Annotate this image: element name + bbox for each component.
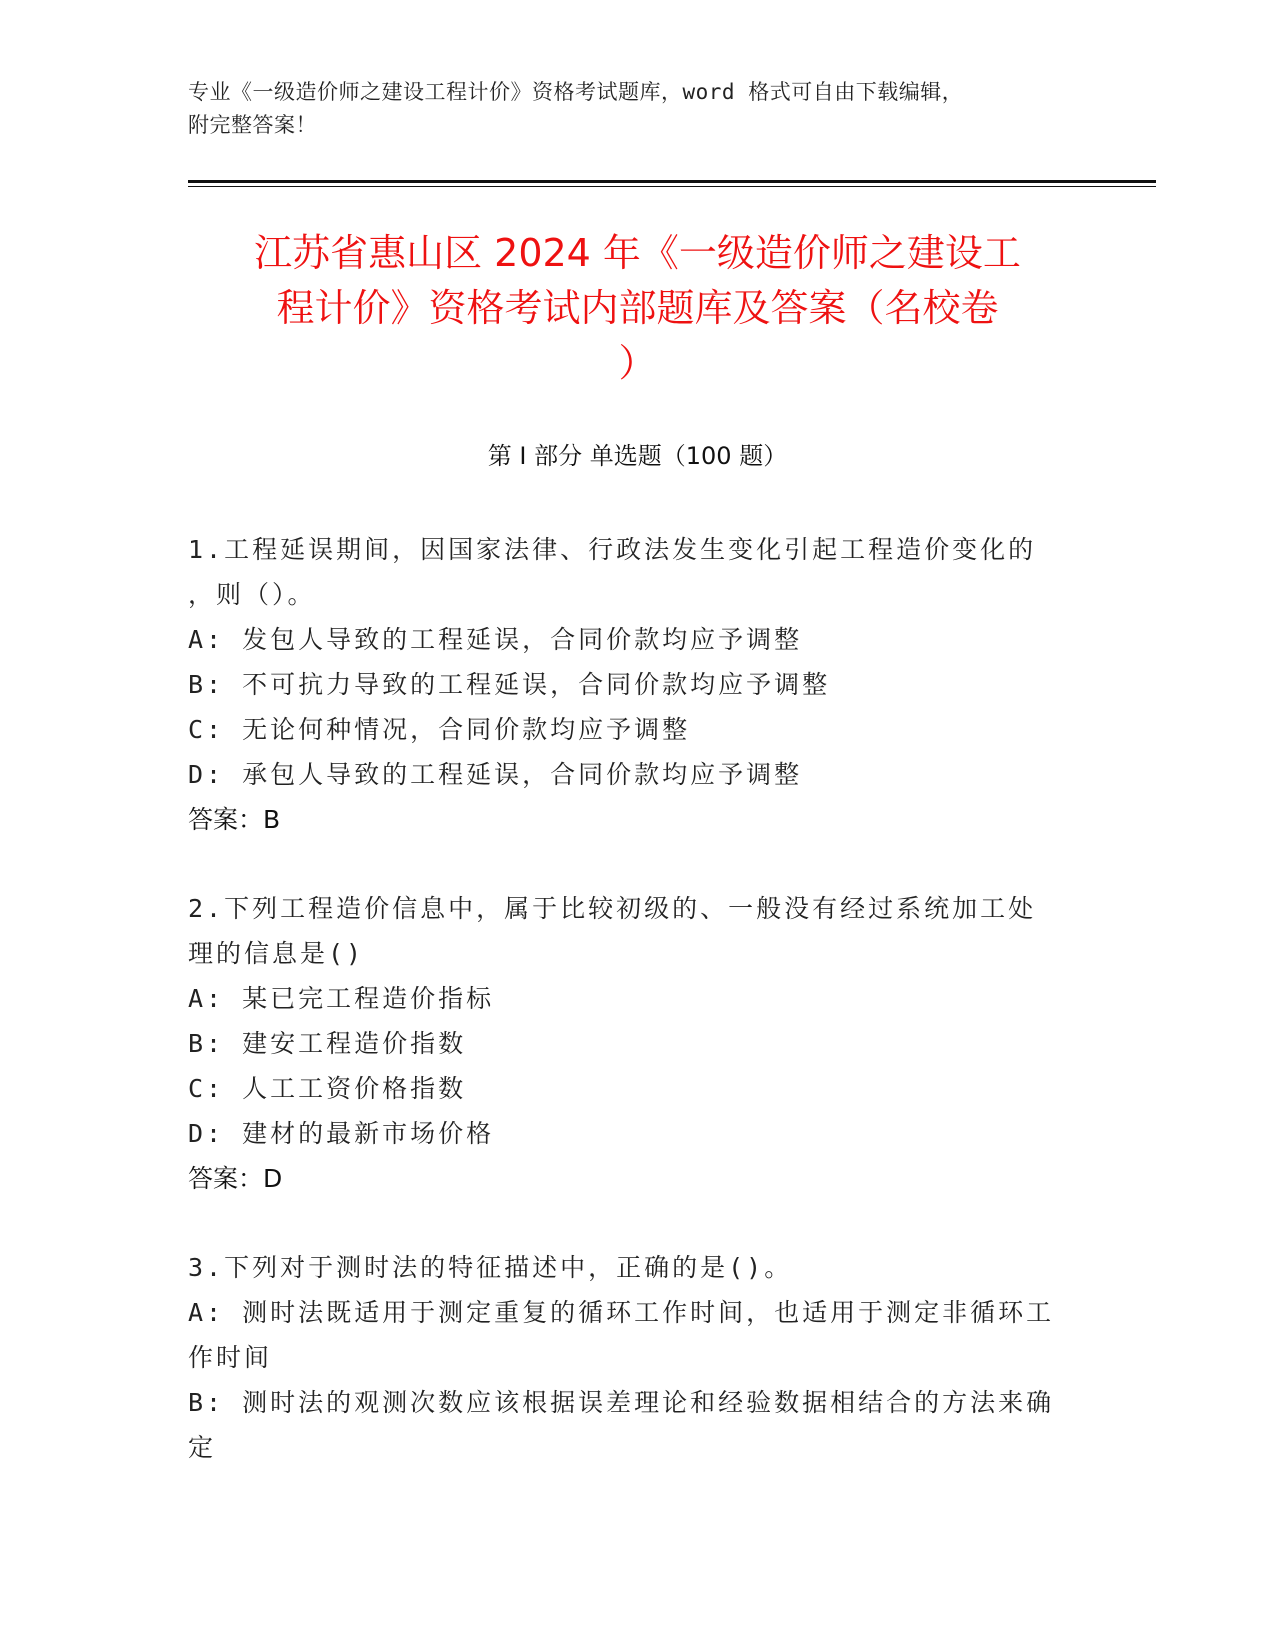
option-b: B: 测时法的观测次数应该根据误差理论和经验数据相结合的方法来确 [188,1388,1055,1417]
option-d: D: 承包人导致的工程延误，合同价款均应予调整 [188,760,803,789]
option-a: A: 发包人导致的工程延误，合同价款均应予调整 [188,625,803,654]
question-stem: 2.下列工程造价信息中，属于比较初级的、一般没有经过系统加工处 [188,894,1037,923]
option-c: C: 人工工资价格指数 [188,1074,467,1103]
option-a: A: 某已完工程造价指标 [188,984,495,1013]
option-b-continued: 定 [188,1433,217,1462]
question-stem-continued: 理的信息是() [188,939,365,968]
document-title-line-3: ） [618,341,657,385]
option-a-continued: 作时间 [188,1343,273,1372]
document-title [160,226,1115,391]
document-title-line-2: 程计价》资格考试内部题库及答案（名校卷 [276,286,999,330]
header-note [188,76,1068,142]
question-stem: 3.下列对于测时法的特征描述中，正确的是()。 [188,1253,793,1282]
question-1 [188,527,1078,842]
option-b: B: 建安工程造价指数 [188,1029,467,1058]
header-note-line-1: 专业《一级造价师之建设工程计价》资格考试题库，word 格式可自由下载编辑， [188,80,964,104]
option-c: C: 无论何种情况，合同价款均应予调整 [188,715,691,744]
answer: 答案：B [188,805,281,834]
header-divider-thick [188,180,1156,183]
header-note-line-2: 附完整答案！ [188,113,317,137]
answer: 答案：D [188,1164,283,1193]
question-stem-continued: ，则（）。 [188,580,316,609]
question-stem: 1.工程延误期间，因国家法律、行政法发生变化引起工程造价变化的 [188,535,1037,564]
question-list [188,527,1078,1514]
document-title-line-1: 江苏省惠山区 2024 年《一级造价师之建设工 [254,231,1021,275]
header-divider-thin [188,186,1156,187]
option-d: D: 建材的最新市场价格 [188,1119,495,1148]
question-3 [188,1245,1078,1470]
question-2 [188,886,1078,1201]
section-title: 第 I 部分 单选题（100 题） [487,442,788,470]
option-a: A: 测时法既适用于测定重复的循环工作时间，也适用于测定非循环工 [188,1298,1055,1327]
option-b: B: 不可抗力导致的工程延误，合同价款均应予调整 [188,670,831,699]
